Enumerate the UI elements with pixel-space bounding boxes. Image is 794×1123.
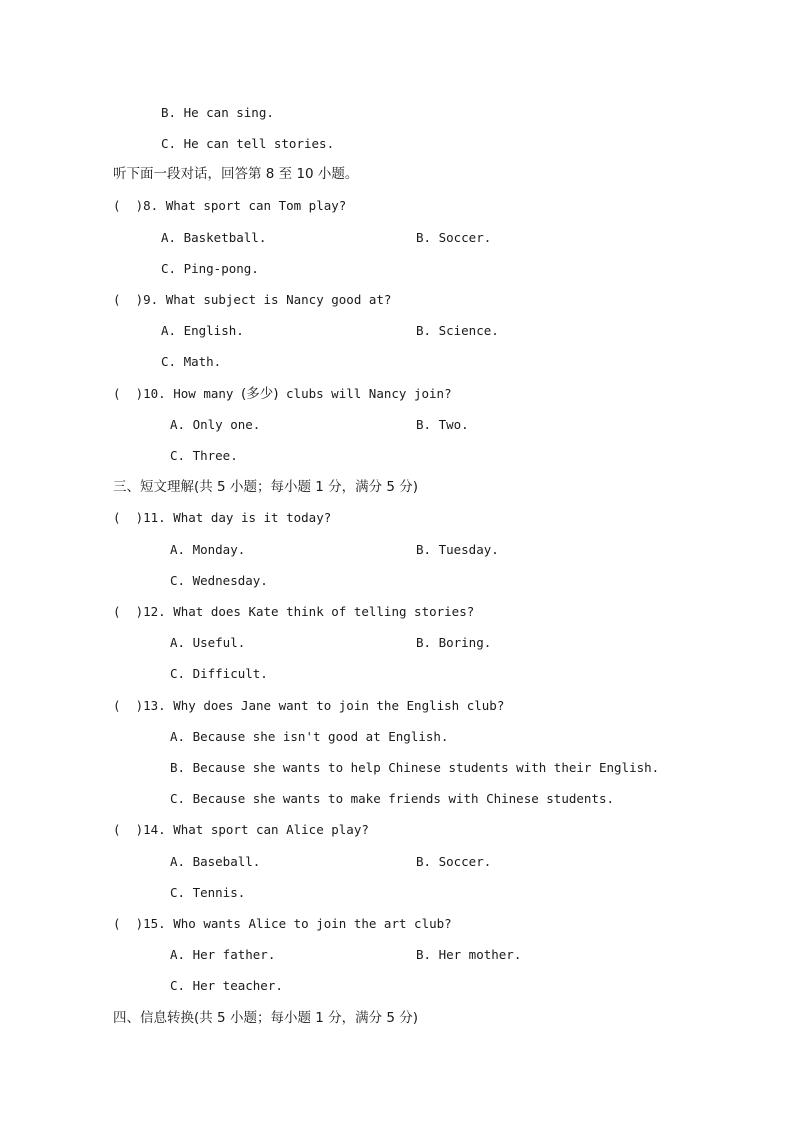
question-number: ( )10.	[113, 386, 166, 401]
question-text: What day is it today?	[173, 510, 332, 525]
question-9	[113, 292, 391, 308]
q13-option-b: B. Because she wants to help Chinese students with their English.	[170, 760, 660, 775]
q9-option-a: A. English.	[161, 323, 244, 338]
q15-option-a: A. Her father.	[170, 947, 276, 962]
question-10	[113, 386, 452, 402]
question-8	[113, 198, 346, 214]
q9-option-b: B. Science.	[416, 323, 499, 338]
question-text: Who wants Alice to join the art club?	[173, 916, 452, 931]
section-3-title: 三、短文理解(共 5 小题；每小题 1 分，满分 5 分)	[113, 479, 419, 495]
q11-option-a: A. Monday.	[170, 542, 246, 557]
question-text-rest: clubs will Nancy join?	[278, 386, 452, 401]
question-text: How many	[173, 386, 241, 401]
question-number: ( )9.	[113, 292, 159, 307]
q11-option-b: B. Tuesday.	[416, 542, 499, 557]
question-number: ( )13.	[113, 698, 166, 713]
q15-option-c: C. Her teacher.	[170, 978, 283, 993]
question-text: Why does Jane want to join the English club?	[173, 698, 505, 713]
q9-option-c: C. Math.	[161, 354, 222, 369]
q14-option-a: A. Baseball.	[170, 854, 261, 869]
q8-option-b: B. Soccer.	[416, 230, 492, 245]
q12-option-b: B. Boring.	[416, 635, 492, 650]
q8-option-a: A. Basketball.	[161, 230, 267, 245]
question-number: ( )11.	[113, 510, 166, 525]
question-number: ( )8.	[113, 198, 159, 213]
question-15	[113, 916, 452, 932]
question-text: What subject is Nancy good at?	[165, 292, 392, 307]
q15-option-b: B. Her mother.	[416, 947, 522, 962]
q14-option-b: B. Soccer.	[416, 854, 492, 869]
question-13	[113, 698, 504, 714]
question-number: ( )14.	[113, 822, 166, 837]
question-text: What sport can Alice play?	[173, 822, 369, 837]
q10-option-b: B. Two.	[416, 417, 469, 432]
q10-option-a: A. Only one.	[170, 417, 261, 432]
q14-option-c: C. Tennis.	[170, 885, 246, 900]
prev-option-b: B. He can sing.	[161, 105, 274, 120]
section-4-title: 四、信息转换(共 5 小题；每小题 1 分，满分 5 分)	[113, 1010, 419, 1026]
q13-option-a: A. Because she isn't good at English.	[170, 729, 449, 744]
question-12	[113, 604, 474, 620]
question-text: What does Kate think of telling stories?	[173, 604, 475, 619]
q13-option-c: C. Because she wants to make friends with Chinese students.	[170, 791, 615, 806]
question-14	[113, 822, 369, 838]
q8-option-c: C. Ping-pong.	[161, 261, 259, 276]
listening-instruction: 听下面一段对话，回答第 8 至 10 小题。	[113, 166, 359, 182]
question-11	[113, 510, 331, 526]
q11-option-c: C. Wednesday.	[170, 573, 268, 588]
prev-option-c: C. He can tell stories.	[161, 136, 335, 151]
question-number: ( )12.	[113, 604, 166, 619]
q12-option-a: A. Useful.	[170, 635, 246, 650]
q10-option-c: C. Three.	[170, 448, 238, 463]
question-text: What sport can Tom play?	[165, 198, 347, 213]
question-number: ( )15.	[113, 916, 166, 931]
question-text-chinese: (多少)	[240, 386, 279, 402]
q12-option-c: C. Difficult.	[170, 666, 268, 681]
